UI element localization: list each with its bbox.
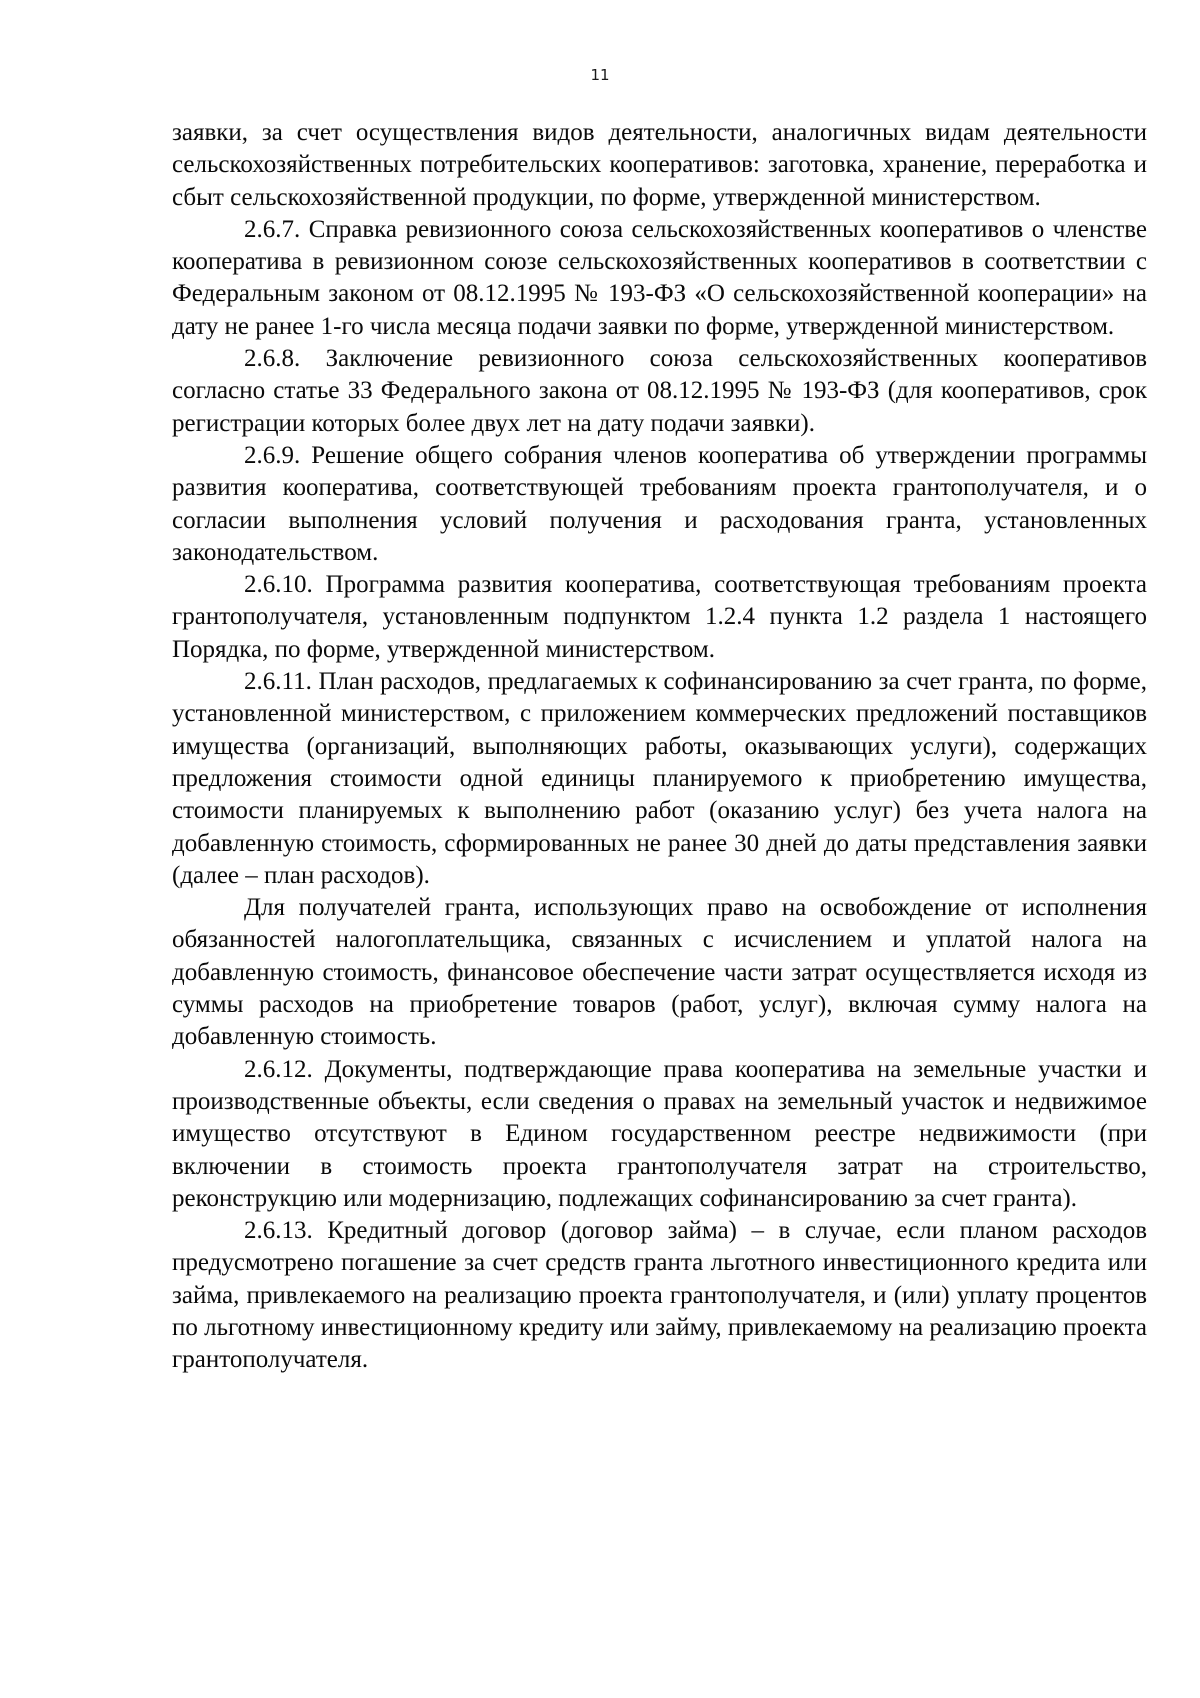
paragraph-vat-note: Для получателей гранта, использующих право на освобождение от исполнения обязанностей налогоплательщика, связанных с исчислением и уплатой налога на добавленную стоимость, финансовое обеспечение части затрат осуществляется исходя из суммы расходов на приобретение товаров (работ, услуг), включая сумму налога на добавленную стоимость. bbox=[172, 894, 1147, 1051]
paragraph-2-6-11: 2.6.11. План расходов, предлагаемых к софинансированию за счет гранта, по форме, установленной министерством, с приложением коммерческих предложений поставщиков имущества (организаций, выполняющих работы, оказывающих услуги), содержащих предложения стоимости одной единицы планируемого к приобретению имущества, стоимости планируемых к выполнению работ (оказанию услуг) без учета налога на добавленную стоимость, сформированных не ранее 30 дней до даты представления заявки (далее – план расходов). bbox=[172, 668, 1147, 889]
paragraph-continuation: заявки, за счет осуществления видов деятельности, аналогичных видам деятельности сельскохозяйственных потребительских кооперативов: заготовка, хранение, переработка и сбыт сельскохозяйственной продукции, по форме, утвержденной министерством. bbox=[172, 119, 1147, 211]
page-number: 11 bbox=[590, 66, 610, 84]
paragraph-2-6-13: 2.6.13. Кредитный договор (договор займа) – в случае, если планом расходов предусмотрено погашение за счет средств гранта льготного инвестиционного кредита или займа, привлекаемого на реализацию проекта грантополучателя, и (или) уплату процентов по льготному инвестиционному кредиту или займу, привлекаемому на реализацию проекта грантополучателя. bbox=[172, 1217, 1147, 1374]
paragraph-2-6-9: 2.6.9. Решение общего собрания членов кооператива об утверждении программы развития кооператива, соответствующей требованиям проекта грантополучателя, и о согласии выполнения условий получения и расходования гранта, установленных законодательством. bbox=[172, 441, 1147, 566]
document-body bbox=[172, 117, 1147, 1377]
paragraph-2-6-10: 2.6.10. Программа развития кооператива, соответствующая требованиям проекта грантополучателя, установленным подпунктом 1.2.4 пункта 1.2 раздела 1 настоящего Порядка, по форме, утвержденной министерством. bbox=[172, 571, 1147, 663]
paragraph-2-6-12: 2.6.12. Документы, подтверждающие права кооператива на земельные участки и производственные объекты, если сведения о правах на земельный участок и недвижимое имущество отсутствуют в Едином государственном реестре недвижимости (при включении в стоимость проекта грантополучателя затрат на строительство, реконструкцию или модернизацию, подлежащих софинансированию за счет гранта). bbox=[172, 1055, 1147, 1212]
paragraph-2-6-8: 2.6.8. Заключение ревизионного союза сельскохозяйственных кооперативов согласно статье 33 Федерального закона от 08.12.1995 № 193-ФЗ (для кооперативов, срок регистрации которых более двух лет на дату подачи заявки). bbox=[172, 345, 1147, 437]
paragraph-2-6-7: 2.6.7. Справка ревизионного союза сельскохозяйственных кооперативов о членстве кооператива в ревизионном союзе сельскохозяйственных кооперативов в соответствии с Федеральным законом от 08.12.1995 № 193-ФЗ «О сельскохозяйственной кооперации» на дату не ранее 1-го числа месяца подачи заявки по форме, утвержденной министерством. bbox=[172, 215, 1147, 340]
